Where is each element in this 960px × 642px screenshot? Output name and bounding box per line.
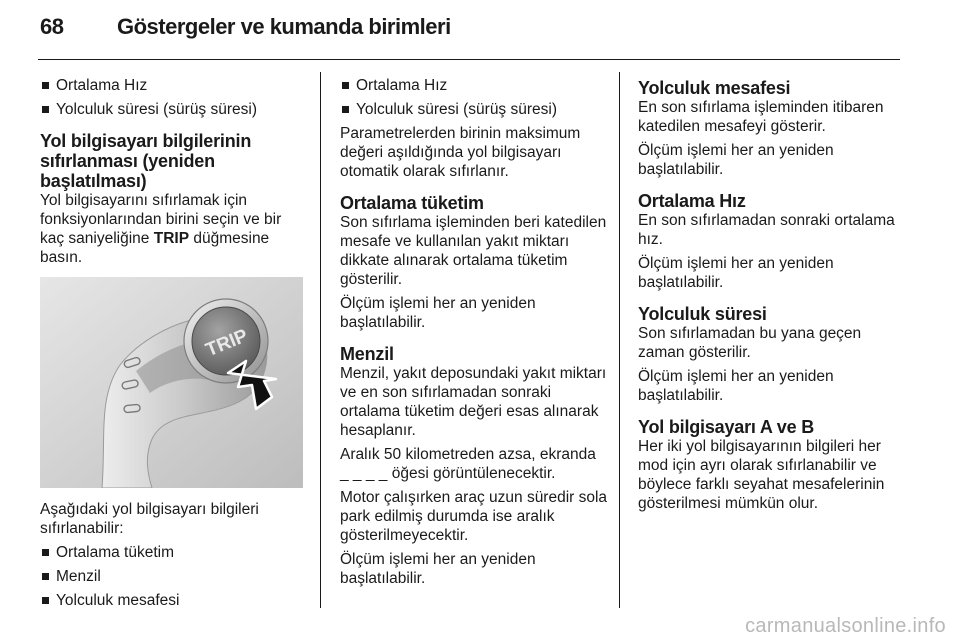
- trip-button-label: TRIP: [202, 325, 251, 362]
- page-title: Göstergeler ve kumanda birimleri: [117, 14, 451, 39]
- list-item: Ortalama tüketim: [40, 543, 308, 562]
- trip-time-restart-text: Ölçüm işlemi her an yeniden başlatılabilir.: [638, 368, 834, 404]
- range-low-text: Aralık 50 kilometreden azsa, ekranda _ _ _ _ öğesi görüntülenecektir.: [340, 446, 596, 482]
- list-item: Ortalama Hız: [40, 76, 308, 95]
- reset-text-part-2: düğmesine basın.: [40, 230, 270, 266]
- list-item: Yolculuk süresi (sürüş süresi): [340, 100, 608, 119]
- trip-distance-text: En son sıfırlama işleminden itibaren katedilen mesafeyi gösterir.: [638, 99, 884, 135]
- trip-computer-ab-text: Her iki yol bilgisayarının bilgileri her mod için ayrı olarak sıfırlanabilir ve böylece farklı seyahat mesafelerinin gösterilmesi mümkün olur.: [638, 438, 885, 512]
- column-divider-2: [619, 72, 620, 608]
- avg-speed-text: En son sıfırlamadan sonraki ortalama hız.: [638, 212, 895, 248]
- column-divider-1: [320, 72, 321, 608]
- trip-keyword: TRIP: [153, 230, 190, 247]
- list-item: Yolculuk süresi (sürüş süresi): [40, 100, 308, 119]
- trip-time-text: Son sıfırlamadan bu yana geçen zaman gösterilir.: [638, 325, 862, 361]
- list-item: Ortalama Hız: [340, 76, 608, 95]
- reset-heading: Yol bilgisayarı bilgilerinin sıfırlanması (yeniden başlatılması): [40, 131, 252, 191]
- range-parked-text: Motor çalışırken araç uzun süredir sola park edilmiş durumda ise aralık gösterilmeyecektir.: [340, 489, 608, 544]
- trip-distance-restart-text: Ölçüm işlemi her an yeniden başlatılabilir.: [638, 142, 834, 178]
- avg-consumption-text: Son sıfırlama işleminden beri katedilen mesafe ve kullanılan yakıt miktarı dikkate alınarak ortalama tüketim gösterilir.: [340, 214, 607, 288]
- range-heading: Menzil: [340, 344, 394, 364]
- page-number: 68: [40, 14, 64, 39]
- column-1: [40, 76, 308, 615]
- avg-consumption-heading: Ortalama tüketim: [340, 193, 484, 213]
- trip-button-figure: [40, 277, 303, 488]
- avg-speed-restart-text: Ölçüm işlemi her an yeniden başlatılabilir.: [638, 255, 834, 291]
- trip-distance-heading: Yolculuk mesafesi: [638, 78, 791, 98]
- param-text: Parametrelerden birinin maksimum değeri aşıldığında yol bilgisayarı otomatik olarak sıfırlanır.: [340, 125, 581, 180]
- watermark: carmanualsonline.info: [745, 615, 946, 637]
- range-restart-text: Ölçüm işlemi her an yeniden başlatılabilir.: [340, 551, 536, 587]
- list-item: Menzil: [40, 567, 308, 586]
- reset-text-part-1: Yol bilgisayarını sıfırlamak için fonksiyonlarından birini seçin ve bir kaç saniyeliğine: [40, 192, 282, 247]
- header-rule: [38, 59, 900, 60]
- reset-text: [40, 191, 308, 267]
- trip-time-heading: Yolculuk süresi: [638, 304, 767, 324]
- column-3: [638, 76, 906, 518]
- avg-speed-heading: Ortalama Hız: [638, 191, 746, 211]
- avg-consumption-restart-text: Ölçüm işlemi her an yeniden başlatılabilir.: [340, 295, 536, 331]
- list-item: Yolculuk mesafesi: [40, 591, 308, 610]
- trip-computer-ab-heading: Yol bilgisayarı A ve B: [638, 417, 814, 437]
- column-2: [340, 76, 608, 593]
- range-text: Menzil, yakıt deposundaki yakıt miktarı ve en son sıfırlamadan sonraki ortalama tüketim değeri esas alınarak hesaplanır.: [340, 365, 607, 439]
- after-figure-text: Aşağıdaki yol bilgisayarı bilgileri sıfırlanabilir:: [40, 501, 259, 537]
